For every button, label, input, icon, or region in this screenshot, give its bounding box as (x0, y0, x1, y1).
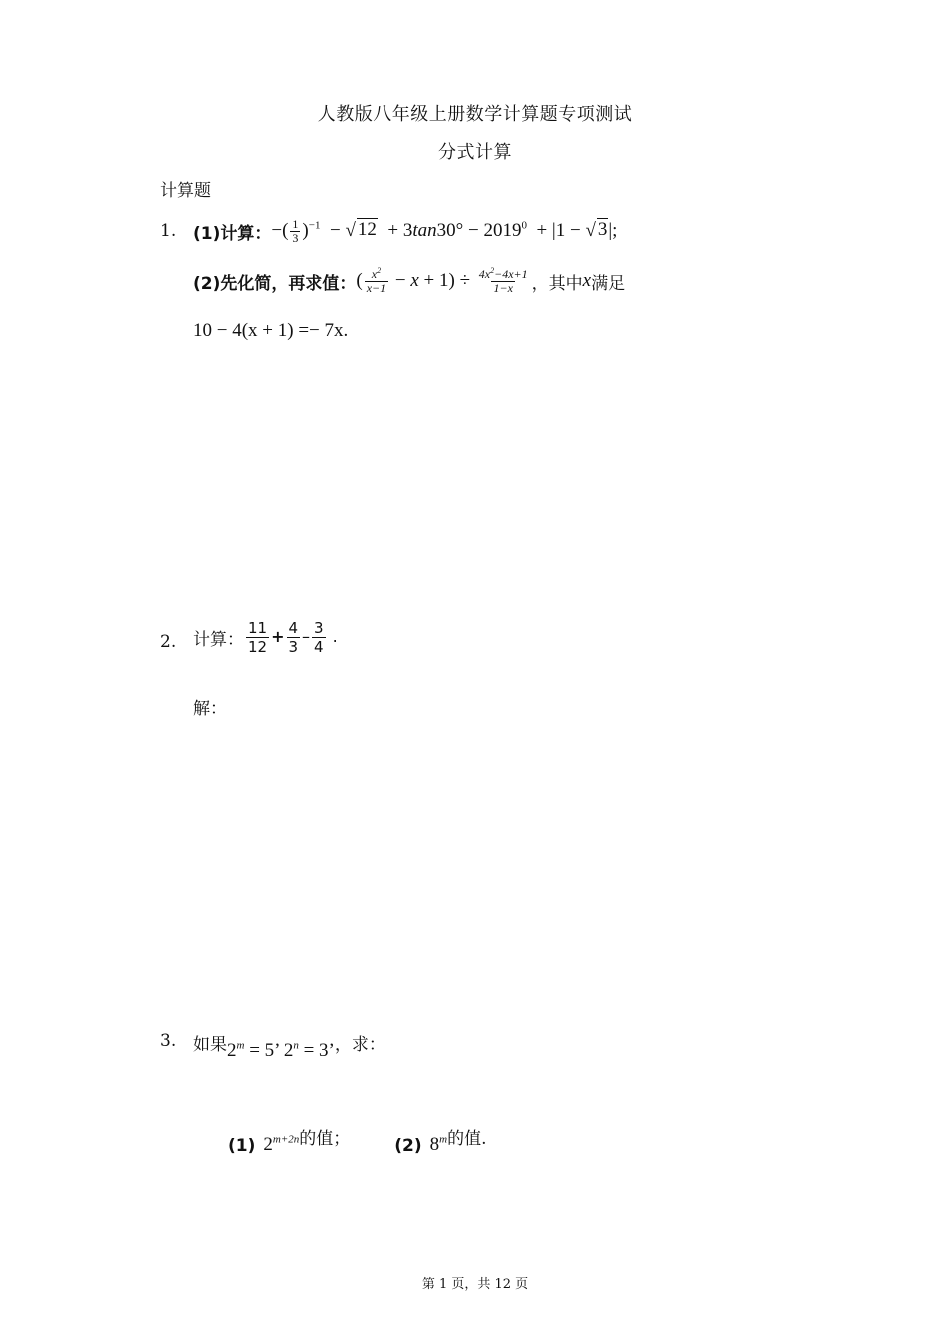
q3-sub1-expression: $2^{m+2n}$ (263, 1133, 300, 1155)
q3-sub2-expression: 8$^m$ (429, 1133, 448, 1155)
q3-sub1-tail: 的值； (299, 1129, 351, 1149)
q2-expression-row (193, 612, 338, 662)
q2-answer-label: 解： (193, 699, 227, 719)
q1-part2 (193, 262, 625, 300)
q1-part1-expression: −( $\frac{1}{3}$ )$^{-1}$ − √ $12 + 3\tan 30^\circ - 2019^0 + |1$ − √ 3|; (271, 216, 618, 245)
q3-condition: $2^m = 5$’ $2^n = 3$’ (227, 1039, 335, 1061)
q2-expression: $\frac{11}{12}$ + $\frac{4}{3}$ – $\frac{3}{4}$ . (248, 618, 338, 656)
q3-number: 3. (160, 1031, 177, 1051)
q3-sub1-label: (1) (228, 1136, 256, 1156)
q3-subquestions (228, 1122, 486, 1158)
q3-sub2-tail: 的值. (447, 1129, 487, 1149)
q2-number: 2. (160, 632, 177, 652)
q1-part2-condition: 10 − 4(x + 1) =− 7x. (193, 320, 349, 341)
q1-part1 (193, 213, 617, 249)
page-footer: 第 1 页，共 12 页 (421, 1277, 529, 1292)
q1-part1-label: (1)计算： (193, 223, 272, 244)
q1-part2-suffix2: 满足 (591, 273, 626, 294)
document-title: 人教版八年级上册数学计算题专项测试 (317, 104, 633, 125)
q1-part2-suffix: ，其中 (531, 273, 583, 294)
q1-number: 1. (160, 221, 177, 241)
q3-sub2-label: (2) (394, 1136, 422, 1156)
section-label: 计算题 (160, 181, 211, 201)
q1-part2-expression: ( $\frac{x^2}{x-1}$ − x + 1) ÷ $\frac{4x^2-4x+1}{1-x}$ (356, 265, 528, 295)
q1-part2-label: (2)先化简，再求值： (193, 273, 357, 294)
q1-part2-var: x (582, 270, 592, 291)
q3-suffix: ，求： (334, 1035, 386, 1055)
q3-prefix: 如果 (193, 1035, 227, 1055)
document-subtitle: 分式计算 (438, 142, 512, 163)
q3-statement (193, 1026, 386, 1062)
q2-label: 计算： (193, 629, 244, 650)
